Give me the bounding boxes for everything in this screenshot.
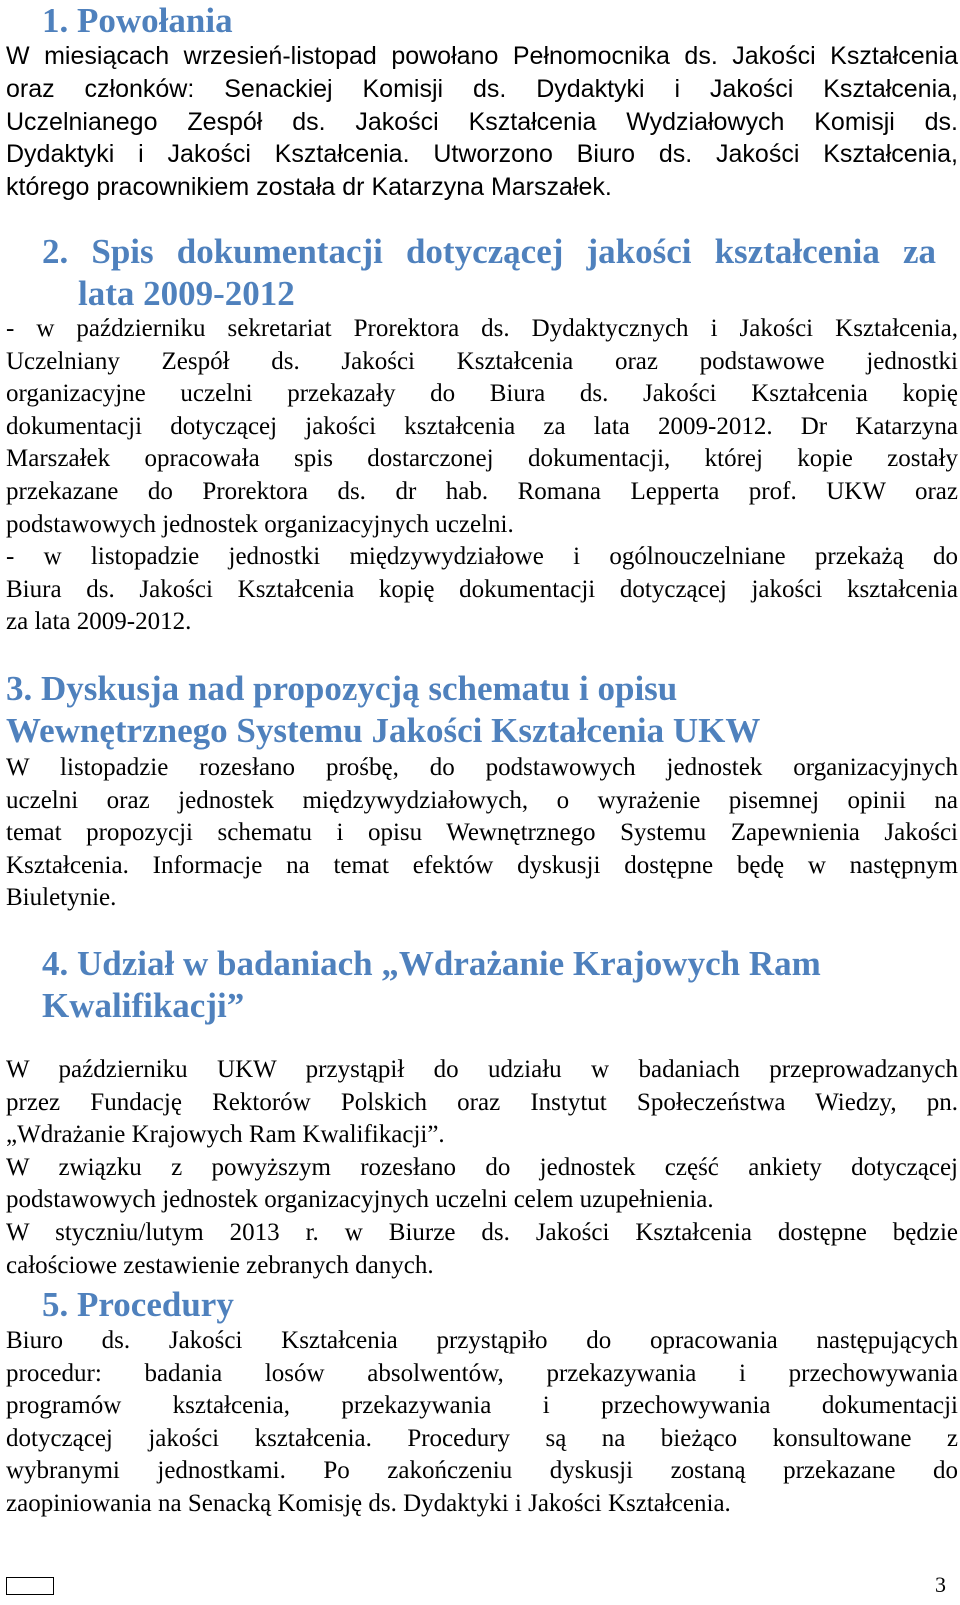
text-line: temat propozycji schematu i opisu Wewnętrznego Systemu Zapewnienia Jakości [6, 819, 958, 847]
text-line: za lata 2009-2012. [6, 608, 192, 636]
text-line: oraz członków: Senackiej Komisji ds. Dydaktyki i Jakości Kształcenia, [6, 74, 958, 103]
section-4-body [6, 1054, 958, 1282]
text-line: Marszałek opracowała spis dostarczonej dokumentacji, której kopie zostały [6, 445, 958, 473]
text-line: programów kształcenia, przekazywania i przechowywania dokumentacji [6, 1392, 958, 1420]
text-line: W listopadzie rozesłano prośbę, do podstawowych jednostek organizacyjnych [6, 754, 958, 781]
text-line: Kształcenia. Informacje na temat efektów dyskusji dostępne będę w następnym [6, 851, 958, 879]
text-line: W miesiącach wrzesień-listopad powołano Pełnomocnika ds. Jakości Kształcenia [6, 42, 958, 70]
text-line: Biuletynie. [6, 884, 117, 912]
text-line: zaopiniowania na Senacką Komisję ds. Dydaktyki i Jakości Kształcenia. [6, 1489, 731, 1517]
text-line: przez Fundację Rektorów Polskich oraz Instytut Społeczeństwa Wiedzy, pn. [6, 1088, 958, 1116]
text-line: uczelni oraz jednostek międzywydziałowych, o wyrażenie pisemnej opinii na [6, 786, 958, 814]
text-line: W styczniu/lutym 2013 r. w Biurze ds. Jakości Kształcenia dostępne będzie [6, 1218, 958, 1246]
section-1-body [6, 40, 958, 204]
text-line: przekazane do Prorektora ds. dr hab. Romana Lepperta prof. UKW oraz [6, 477, 958, 505]
section-4-heading-line-2: Kwalifikacji” [42, 986, 245, 1025]
text-line: procedur: badania losów absolwentów, przekazywania i przechowywania [6, 1359, 958, 1387]
text-line: W związku z powyższym rozesłano do jednostek część ankiety dotyczącej [6, 1153, 958, 1181]
text-line: którego pracownikiem została dr Katarzyna Marszałek. [6, 173, 612, 202]
section-3-heading-line-1: 3. Dyskusja nad propozycją schematu i opisu [6, 669, 678, 708]
section-5-heading: 5. Procedury [42, 1285, 234, 1324]
footer-box [6, 1577, 54, 1595]
text-line: Biuro ds. Jakości Kształcenia przystąpiło do opracowania następujących [6, 1327, 958, 1354]
page-number: 3 [935, 1572, 946, 1597]
text-line: W październiku UKW przystąpił do udziału w badaniach przeprowadzanych [6, 1056, 958, 1083]
text-line: „Wdrażanie Krajowych Ram Kwalifikacji”. [6, 1121, 445, 1149]
section-3-heading-line-2: Wewnętrznego Systemu Jakości Kształcenia UKW [6, 711, 761, 750]
text-line: - w listopadzie jednostki międzywydziałowe i ogólnouczelniane przekażą do [6, 543, 958, 571]
section-2-heading-line-1: 2. Spis dokumentacji dotyczącej jakości kształcenia za [42, 232, 936, 271]
text-line: podstawowych jednostek organizacyjnych uczelni. [6, 510, 514, 538]
section-3-body [6, 752, 958, 915]
text-line: wybranymi jednostkami. Po zakończeniu dyskusji zostaną przekazane do [6, 1457, 958, 1485]
text-line: Biura ds. Jakości Kształcenia kopię dokumentacji dotyczącej jakości kształcenia [6, 575, 958, 603]
text-line: dokumentacji dotyczącej jakości kształcenia za lata 2009-2012. Dr Katarzyna [6, 412, 958, 440]
section-2-body [6, 313, 958, 639]
text-line: Dydaktyki i Jakości Kształcenia. Utworzono Biuro ds. Jakości Kształcenia, [6, 140, 958, 169]
section-5-body [6, 1325, 958, 1521]
text-line: organizacyjne uczelni przekazały do Biura ds. Jakości Kształcenia kopię [6, 380, 958, 408]
text-line: Uczelnianego Zespół ds. Jakości Kształcenia Wydziałowych Komisji ds. [6, 107, 958, 136]
text-line: podstawowych jednostek organizacyjnych uczelni celem uzupełnienia. [6, 1186, 714, 1214]
section-1-heading: 1. Powołania [42, 1, 233, 40]
text-line: - w październiku sekretariat Prorektora ds. Dydaktycznych i Jakości Kształcenia, [6, 315, 958, 342]
text-line: całościowe zestawienie zebranych danych. [6, 1251, 434, 1279]
text-line: Uczelniany Zespół ds. Jakości Kształcenia oraz podstawowe jednostki [6, 347, 958, 375]
section-4-heading-line-1: 4. Udział w badaniach „Wdrażanie Krajowych Ram [42, 944, 821, 983]
section-2-heading-line-2: lata 2009-2012 [78, 274, 295, 313]
text-line: dotyczącej jakości kształcenia. Procedury są na bieżąco konsultowane z [6, 1424, 958, 1452]
